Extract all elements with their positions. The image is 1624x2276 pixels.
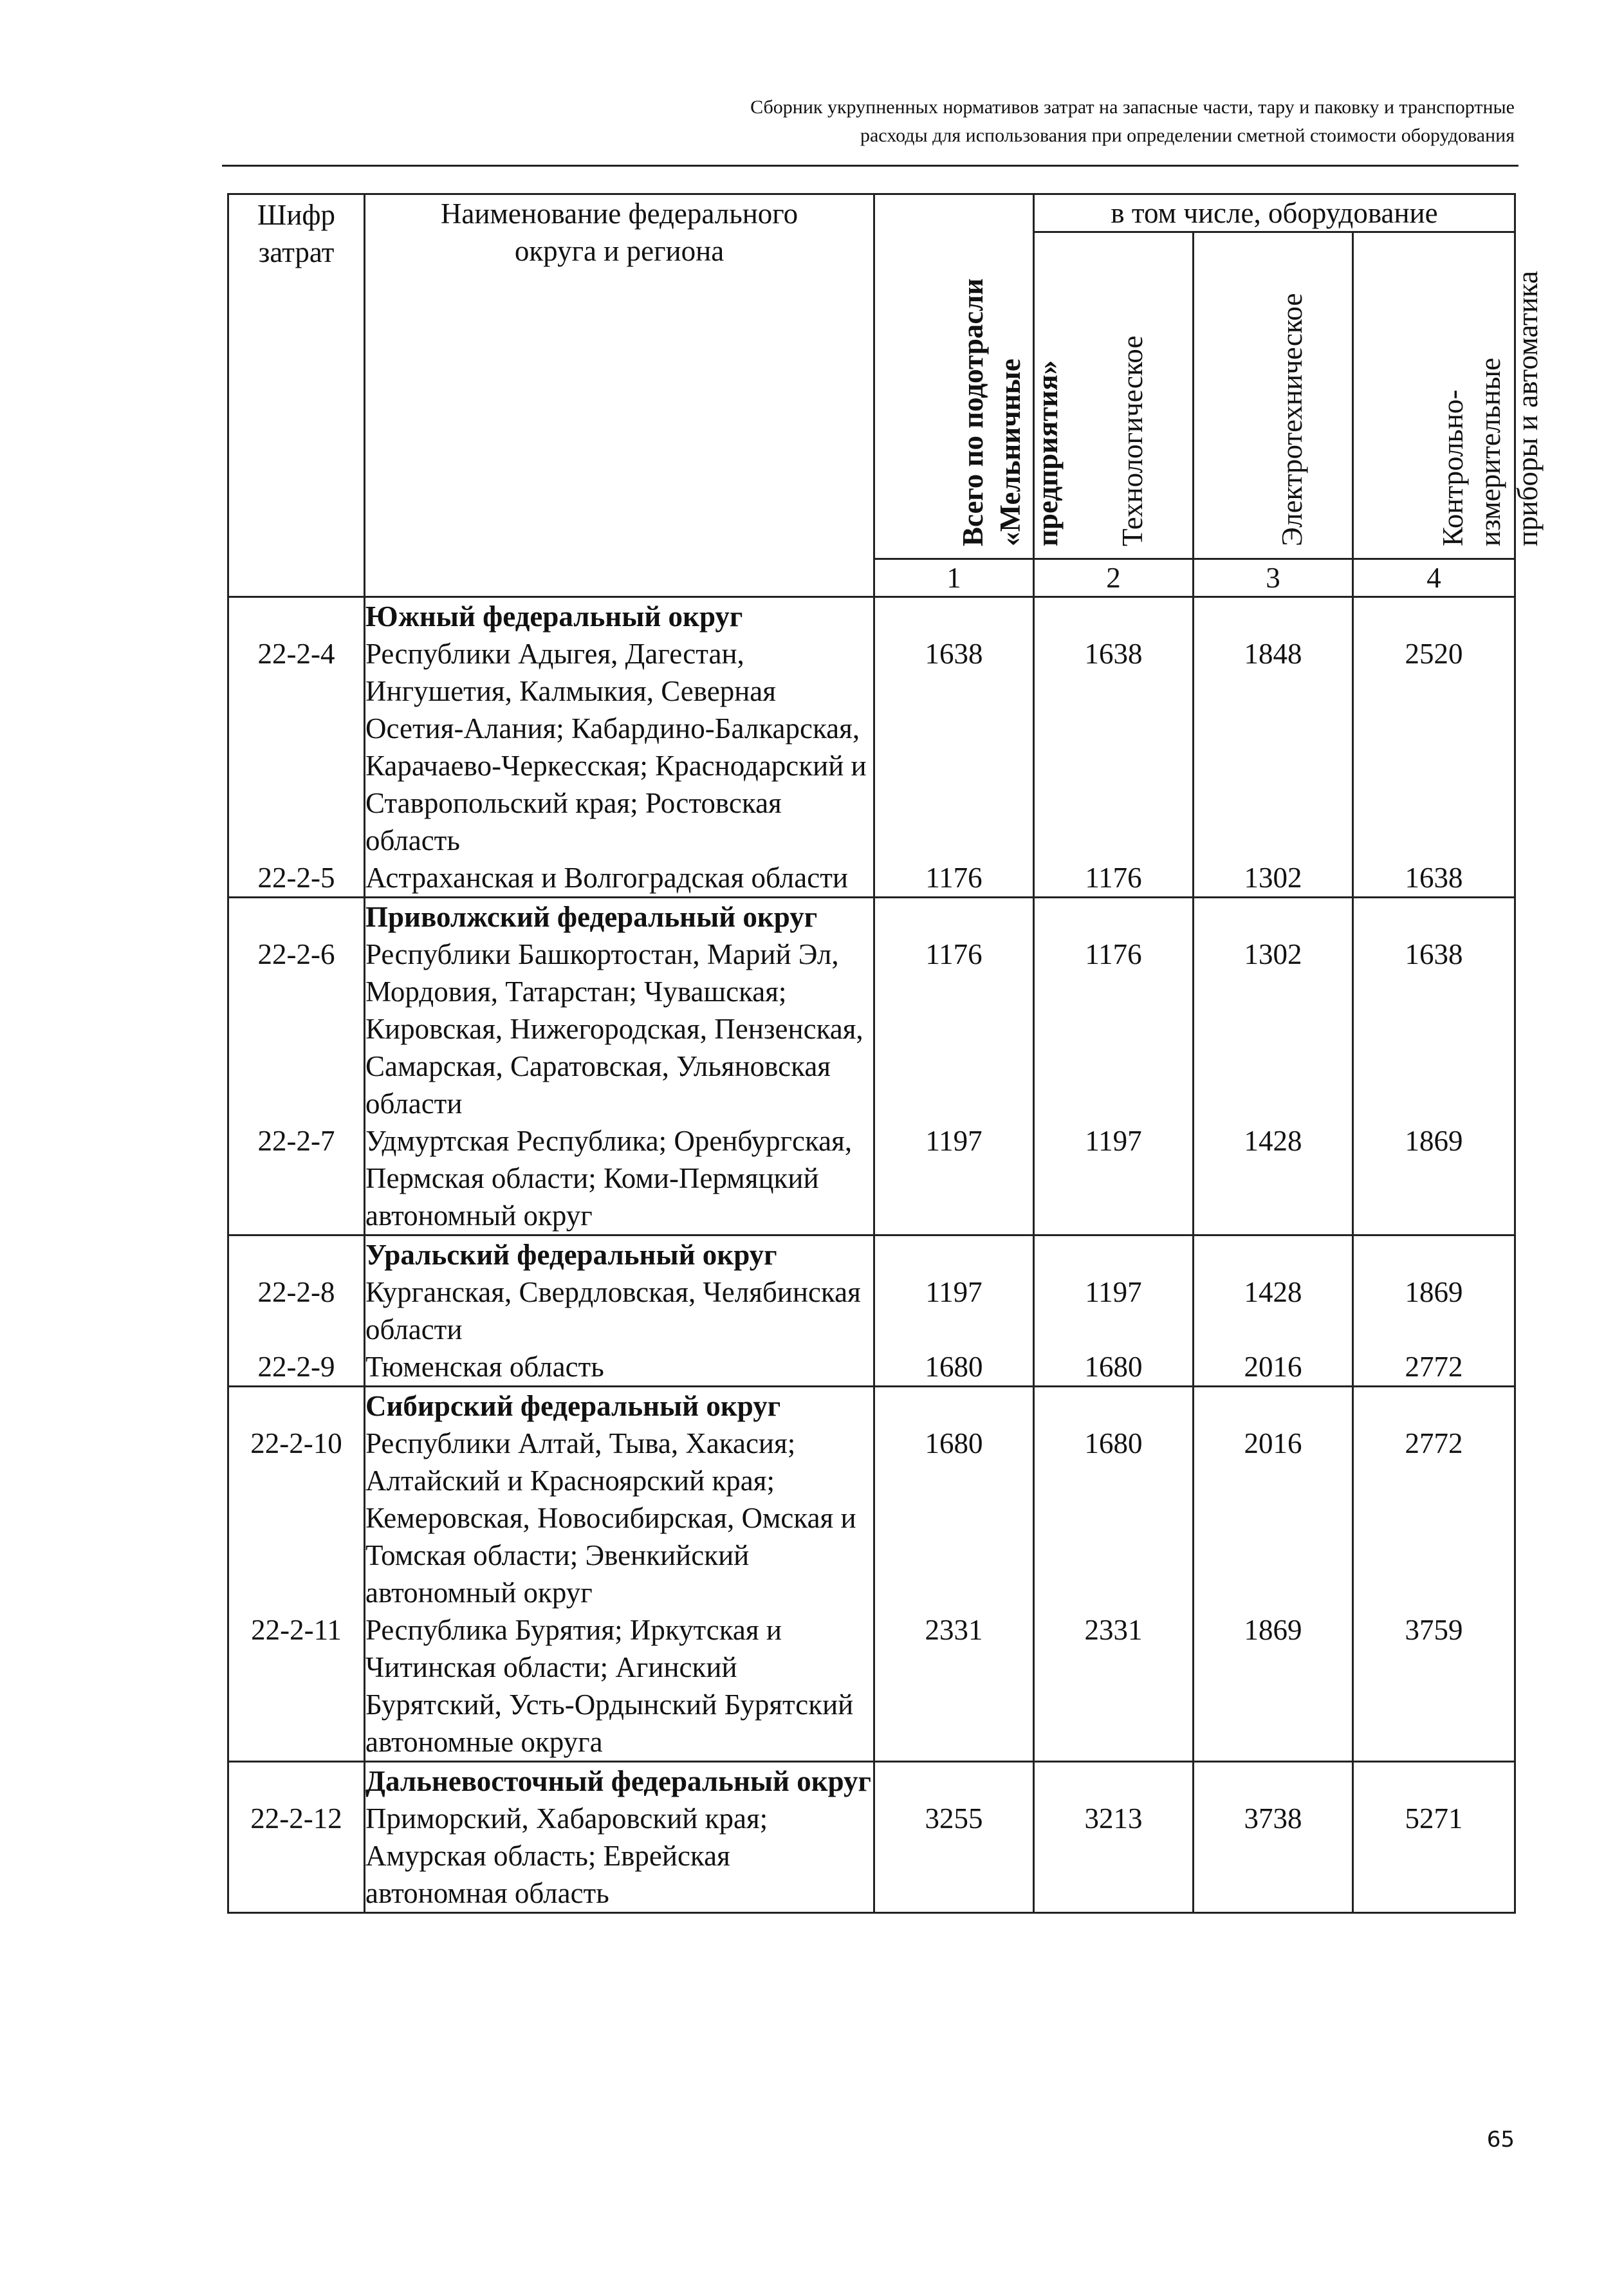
district-row <box>228 1762 1515 1800</box>
cost-code: 22-2-4 <box>228 635 365 859</box>
header-instrumentation <box>1353 232 1544 559</box>
value-electrical: 1302 <box>1194 936 1353 1122</box>
header-total <box>874 194 1064 559</box>
header-total-label: Всего по подотрасли «Мельничные предприятия» <box>956 278 1064 546</box>
cost-code: 22-2-9 <box>228 1348 365 1387</box>
header-divider <box>222 165 1518 167</box>
value-technological: 2331 <box>1034 1611 1194 1762</box>
header-electrical <box>1194 232 1353 559</box>
value-instrumentation: 2520 <box>1353 635 1515 859</box>
value-electrical: 1428 <box>1194 1122 1353 1235</box>
header-line-2: расходы для использования при определении сметной стоимости оборудования <box>860 125 1515 146</box>
cost-code: 22-2-7 <box>228 1122 365 1235</box>
value-total: 2331 <box>874 1611 1034 1762</box>
value-electrical: 1302 <box>1194 859 1353 898</box>
value-instrumentation: 1638 <box>1353 859 1515 898</box>
value-instrumentation: 2772 <box>1353 1425 1515 1611</box>
region-name: Приморский, Хабаровский края; Амурская область; Еврейская автономная область <box>365 1800 874 1913</box>
value-instrumentation: 2772 <box>1353 1348 1515 1387</box>
cost-code: 22-2-12 <box>228 1800 365 1913</box>
table-row <box>228 635 1515 859</box>
table-cell-empty <box>1353 1235 1515 1274</box>
district-row <box>228 898 1515 936</box>
table-cell-empty <box>874 1762 1034 1800</box>
table-cell-empty <box>874 1235 1034 1274</box>
value-instrumentation: 1869 <box>1353 1122 1515 1235</box>
table-cell-empty <box>228 1235 365 1274</box>
region-name: Республики Башкортостан, Марий Эл, Мордовия, Татарстан; Чувашская; Кировская, Нижегородская, Пензенская, Самарская, Саратовская, Ульяновская области <box>365 936 874 1122</box>
header-instrumentation-label: Контрольно- измерительные приборы и автоматика <box>1436 270 1544 546</box>
table-cell-empty <box>1353 1762 1515 1800</box>
region-name: Тюменская область <box>365 1348 874 1387</box>
table-cell-empty <box>1034 1235 1194 1274</box>
region-name: Курганская, Свердловская, Челябинская области <box>365 1273 874 1348</box>
region-name: Астраханская и Волгоградская области <box>365 859 874 898</box>
table-cell-empty <box>874 898 1034 936</box>
header-name: Наименование федерального округа и региона <box>365 194 874 597</box>
value-technological: 1638 <box>1034 635 1194 859</box>
value-electrical: 1869 <box>1194 1611 1353 1762</box>
table-cell-empty <box>1353 597 1515 636</box>
header-technological <box>1034 232 1194 559</box>
value-technological: 1680 <box>1034 1425 1194 1611</box>
page-number: 65 <box>1486 2127 1515 2152</box>
district-title: Дальневосточный федеральный округ <box>365 1762 874 1800</box>
value-electrical: 2016 <box>1194 1348 1353 1387</box>
header-group: в том числе, оборудование <box>1034 194 1515 232</box>
region-name: Республики Адыгея, Дагестан, Ингушетия, Калмыкия, Северная Осетия-Алания; Кабардино-Балкарская, Карачаево-Черкесская; Краснодарский и Ставропольский края; Ростовская область <box>365 635 874 859</box>
cost-code: 22-2-8 <box>228 1273 365 1348</box>
value-instrumentation: 5271 <box>1353 1800 1515 1913</box>
table-cell-empty <box>228 898 365 936</box>
value-instrumentation: 1638 <box>1353 936 1515 1122</box>
value-total: 3255 <box>874 1800 1034 1913</box>
document-header <box>356 93 1515 150</box>
table-row <box>228 936 1515 1122</box>
table-cell-empty <box>1194 898 1353 936</box>
value-total: 1680 <box>874 1348 1034 1387</box>
value-total: 1680 <box>874 1425 1034 1611</box>
column-number: 3 <box>1194 559 1353 597</box>
table-cell-empty <box>1194 597 1353 636</box>
cost-norms-table <box>227 193 1544 1914</box>
value-technological: 3213 <box>1034 1800 1194 1913</box>
district-title: Уральский федеральный округ <box>365 1235 874 1274</box>
table-cell-empty <box>874 1387 1034 1425</box>
region-name: Республика Бурятия; Иркутская и Читинская области; Агинский Бурятский, Усть-Ордынский Бурятский автономные округа <box>365 1611 874 1762</box>
table-row <box>228 1800 1515 1913</box>
table-cell-empty <box>1034 1387 1194 1425</box>
table-cell-empty <box>1034 1762 1194 1800</box>
district-row <box>228 1235 1515 1274</box>
table-cell-empty <box>228 1762 365 1800</box>
value-technological: 1680 <box>1034 1348 1194 1387</box>
district-row <box>228 597 1515 636</box>
table-row <box>228 1273 1515 1348</box>
value-technological: 1197 <box>1034 1273 1194 1348</box>
table-cell-empty <box>1034 597 1194 636</box>
table-cell-empty <box>874 597 1034 636</box>
table-row <box>228 1122 1515 1235</box>
cost-code: 22-2-6 <box>228 936 365 1122</box>
district-title: Приволжский федеральный округ <box>365 898 874 936</box>
district-title: Сибирский федеральный округ <box>365 1387 874 1425</box>
value-total: 1197 <box>874 1122 1034 1235</box>
district-title: Южный федеральный округ <box>365 597 874 636</box>
table-row <box>228 1611 1515 1762</box>
table-row <box>228 1348 1515 1387</box>
value-technological: 1197 <box>1034 1122 1194 1235</box>
value-electrical: 2016 <box>1194 1425 1353 1611</box>
header-electrical-label: Электротехническое <box>1275 293 1308 546</box>
cost-code: 22-2-5 <box>228 859 365 898</box>
table-cell-empty <box>1353 1387 1515 1425</box>
value-technological: 1176 <box>1034 859 1194 898</box>
value-instrumentation: 1869 <box>1353 1273 1515 1348</box>
value-electrical: 3738 <box>1194 1800 1353 1913</box>
value-total: 1176 <box>874 936 1034 1122</box>
column-number: 2 <box>1034 559 1194 597</box>
table-cell-empty <box>1194 1387 1353 1425</box>
table-cell-empty <box>1194 1762 1353 1800</box>
header-technological-label: Технологическое <box>1116 335 1149 546</box>
value-total: 1638 <box>874 635 1034 859</box>
value-electrical: 1428 <box>1194 1273 1353 1348</box>
district-row <box>228 1387 1515 1425</box>
table-cell-empty <box>1353 898 1515 936</box>
value-total: 1197 <box>874 1273 1034 1348</box>
table-cell-empty <box>1194 1235 1353 1274</box>
region-name: Удмуртская Республика; Оренбургская, Пермская области; Коми-Пермяцкий автономный округ <box>365 1122 874 1235</box>
value-technological: 1176 <box>1034 936 1194 1122</box>
table-cell-empty <box>228 597 365 636</box>
value-electrical: 1848 <box>1194 635 1353 859</box>
cost-code: 22-2-10 <box>228 1425 365 1611</box>
table-cell-empty <box>228 1387 365 1425</box>
value-instrumentation: 3759 <box>1353 1611 1515 1762</box>
region-name: Республики Алтай, Тыва, Хакасия; Алтайский и Красноярский края; Кемеровская, Новосибирская, Омская и Томская области; Эвенкийский автономный округ <box>365 1425 874 1611</box>
cost-code: 22-2-11 <box>228 1611 365 1762</box>
column-number: 4 <box>1353 559 1515 597</box>
column-number: 1 <box>874 559 1034 597</box>
value-total: 1176 <box>874 859 1034 898</box>
table-cell-empty <box>1034 898 1194 936</box>
header-code: Шифр затрат <box>228 194 365 597</box>
table-row <box>228 1425 1515 1611</box>
table-row <box>228 859 1515 898</box>
header-line-1: Сборник укрупненных нормативов затрат на запасные части, тару и паковку и транспортные <box>750 97 1515 118</box>
